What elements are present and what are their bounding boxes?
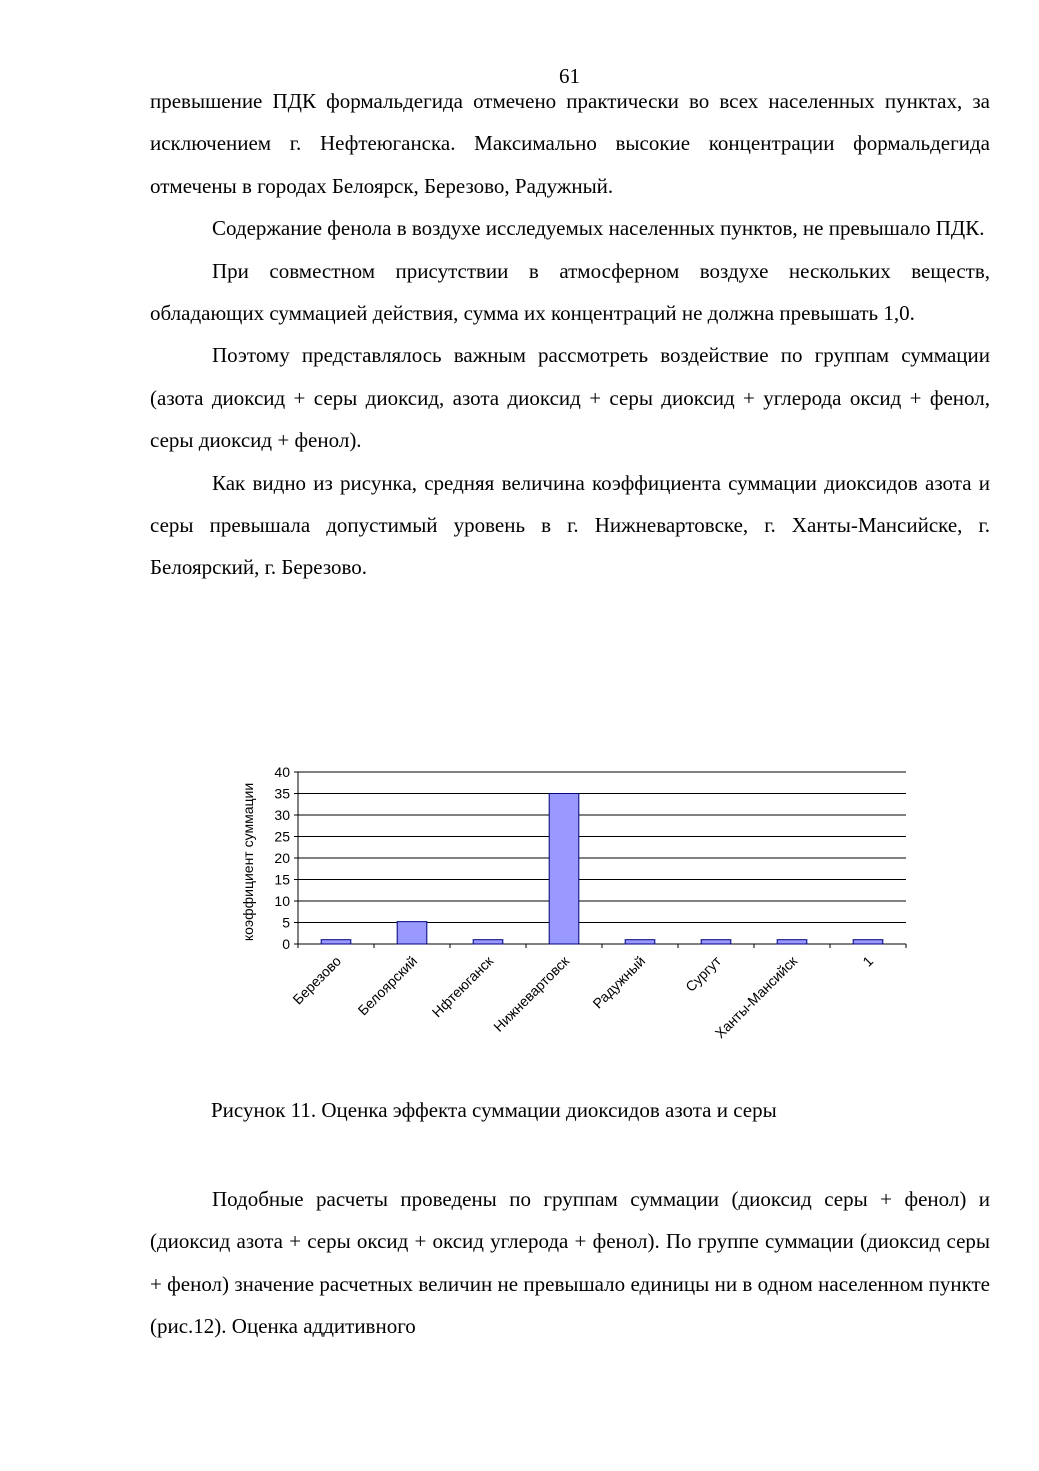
paragraph: Подобные расчеты проведены по группам суммации (диоксид серы + фенол) и (диоксид азота + серы оксид + оксид углерода + фенол). По группе суммации (диоксид серы + фенол) значение расчетных величин не превышало единицы ни в одном населенном пункте (рис.12). Оценка аддитивного [150,1187,990,1339]
bar [549,794,579,945]
paragraph: При совместном присутствии в атмосферном воздухе нескольких веществ, обладающих суммацией действия, сумма их концентраций не должна превышать 1,0. [150,258,990,326]
y-tick-label: 25 [274,828,290,845]
bar-chart [235,755,935,1085]
x-tick-label: 1 [859,952,877,970]
x-tick-label: Ханты-Мансийск [711,952,801,1042]
bar [321,940,351,944]
x-tick-label: Радужный [589,952,649,1012]
y-tick-label: 15 [274,871,290,888]
paragraph: Поэтому представлялось важным рассмотреть воздействие по группам суммации (азота диоксид + серы диоксид, азота диоксид + серы диоксид + углерода оксид + фенол, серы диоксид + фенол). [150,343,990,453]
x-tick-label: Сургут [682,952,725,995]
bar [777,940,807,944]
paragraph: превышение ПДК формальдегида отмечено практически во всех населенных пунктах, за исключением г. Нефтеюганска. Максимально высокие концентрации формальдегида отмечены в городах Белоярск, Березово, Радужный. [150,89,990,198]
bar [701,940,731,944]
paragraph: Содержание фенола в воздухе исследуемых населенных пунктов, не превышало ПДК. [212,216,985,241]
x-tick-label: Нфтеюганск [428,952,497,1021]
y-axis-label: коэффициент суммации [240,782,256,942]
bar [625,940,655,944]
body-text-bottom [150,1178,990,1348]
y-tick-label: 20 [274,850,290,866]
chart-svg [235,755,935,1085]
y-tick-label: 35 [274,785,290,802]
bar [473,940,503,944]
figure-caption: Рисунок 11. Оценка эффекта суммации диоксидов азота и серы [211,1098,777,1122]
x-tick-label: Березово [289,952,345,1008]
x-tick-label: Нижневартовск [490,952,573,1035]
y-tick-label: 10 [274,893,290,909]
bar [397,922,427,944]
y-tick-label: 30 [274,807,290,823]
y-tick-label: 0 [282,936,290,952]
y-tick-label: 40 [274,764,290,780]
page-number: 61 [559,64,580,88]
paragraph: Как видно из рисунка, средняя величина коэффициента суммации диоксидов азота и серы превышала допустимый уровень в г. Нижневартовске, г. Ханты-Мансийске, г. Белоярский, г. Березово. [150,470,990,580]
y-tick-label: 5 [282,914,290,931]
x-tick-label: Белоярский [354,952,421,1019]
body-text-top [150,80,990,589]
bar [853,940,883,944]
